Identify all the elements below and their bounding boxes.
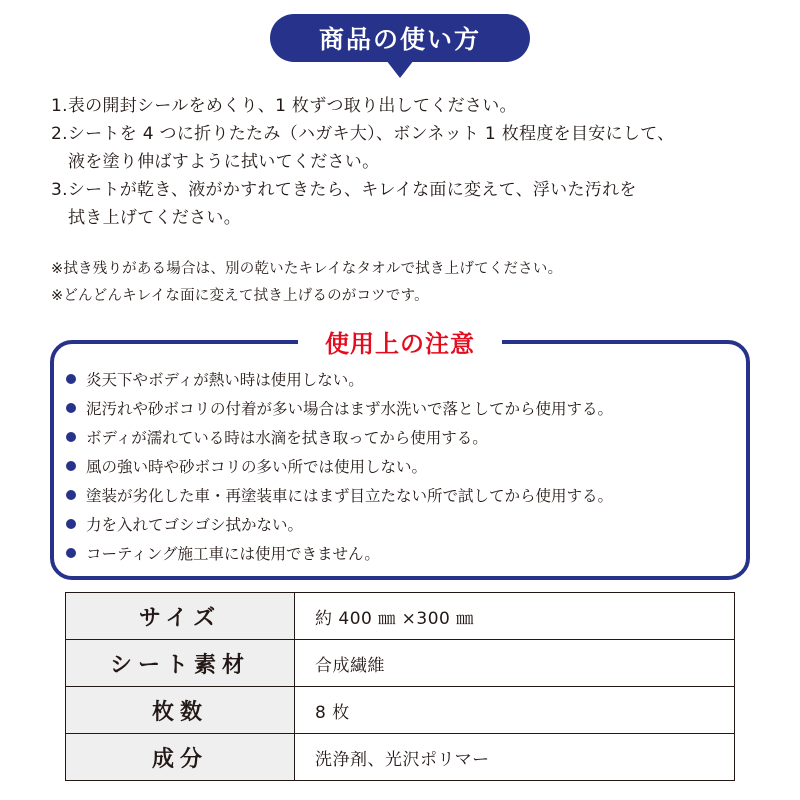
usage-notes: [51, 256, 771, 310]
step-3-line-2: 拭き上げてください。: [68, 208, 241, 228]
table-row: [66, 687, 735, 734]
caution-item-text: 風の強い時や砂ボコリの多い所では使用しない。: [86, 457, 428, 476]
table-row: [66, 734, 735, 781]
spec-value-count: 8 枚: [295, 687, 735, 734]
spec-label-size: サイズ: [66, 593, 295, 640]
title-badge: [270, 14, 530, 62]
note-2: ※どんどんキレイな面に変えて拭き上げるのがコツです。: [51, 288, 429, 304]
caution-item-text: 塗装が劣化した車・再塗装車にはまず目立たない所で試してから使用する。: [86, 486, 614, 505]
bullet-icon: [66, 548, 76, 558]
caution-item: [66, 480, 746, 509]
step-1-line-1: 1.表の開封シールをめくり、1 枚ずつ取り出してください。: [51, 96, 517, 116]
caution-item-text: 泥汚れや砂ボコリの付着が多い場合はまず水洗いで落としてから使用する。: [86, 399, 614, 418]
page-title: 商品の使い方: [318, 25, 481, 54]
bullet-icon: [66, 403, 76, 413]
bullet-icon: [66, 461, 76, 471]
caution-heading: 使用上の注意: [325, 329, 475, 358]
bullet-icon: [66, 374, 76, 384]
caution-list: [66, 364, 746, 567]
table-row: [66, 593, 735, 640]
spec-label-ingredients: 成分: [66, 734, 295, 781]
spec-value-ingredients: 洗浄剤、光沢ポリマー: [295, 734, 735, 781]
spec-label-count: 枚数: [66, 687, 295, 734]
caution-item: [66, 422, 746, 451]
spec-value-size: 約 400 ㎜ ×300 ㎜: [295, 593, 735, 640]
caution-item: [66, 509, 746, 538]
caution-item: [66, 364, 746, 393]
table-row: [66, 640, 735, 687]
caution-item: [66, 451, 746, 480]
bullet-icon: [66, 432, 76, 442]
caution-heading-wrap: [298, 322, 502, 360]
spec-value-material: 合成繊維: [295, 640, 735, 687]
spec-label-material: シート素材: [66, 640, 295, 687]
caution-item-text: 炎天下やボディが熱い時は使用しない。: [86, 370, 364, 389]
step-3-line-1: 3.シートが乾き、液がかすれてきたら、キレイな面に変えて、浮いた汚れを: [51, 180, 637, 200]
caution-item: [66, 538, 746, 567]
step-2-line-2: 液を塗り伸ばすように拭いてください。: [68, 152, 380, 172]
bullet-icon: [66, 490, 76, 500]
caution-item-text: 力を入れてゴシゴシ拭かない。: [86, 515, 304, 534]
caution-item-text: コーティング施工車には使用できません。: [86, 544, 380, 563]
usage-steps: [51, 92, 771, 232]
spec-table: [65, 592, 735, 781]
caution-item-text: ボディが濡れている時は水滴を拭き取ってから使用する。: [86, 428, 488, 447]
note-1: ※拭き残りがある場合は、別の乾いたキレイなタオルで拭き上げてください。: [51, 261, 563, 277]
caution-item: [66, 393, 746, 422]
bullet-icon: [66, 519, 76, 529]
step-2-line-1: 2.シートを 4 つに折りたたみ（ハガキ大）、ボンネット 1 枚程度を目安にして、: [51, 124, 675, 144]
title-badge-pointer: [386, 60, 414, 78]
